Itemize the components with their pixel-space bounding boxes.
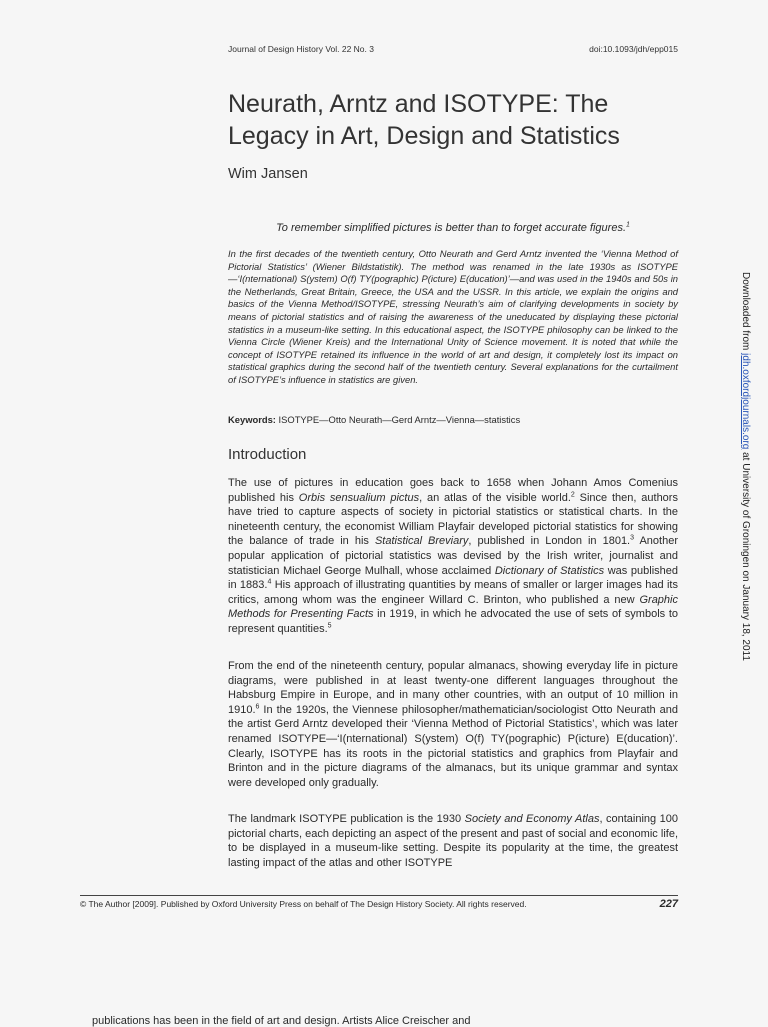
body-paragraph-3 [228,812,678,870]
footnote-ref[interactable]: 4 [267,578,272,586]
book-title: Orbis sensualium pictus [298,491,420,504]
text-run: , containing 100 pictorial charts, each depicting an aspect of the present and past of social and economic life, to be displayed in a museum-like setting. Despite its popularity at the time, the greatest lasting impact of the atlas and other ISOTYPE [228,813,678,869]
download-stamp [740,272,751,682]
book-title: Statistical Breviary [374,535,469,548]
body-paragraph-2 [228,659,678,790]
section-heading-introduction: Introduction [228,446,307,463]
download-stamp-text [740,272,751,682]
download-stamp-prefix: Downloaded from [740,272,751,354]
footnote-ref[interactable]: 1 [626,221,630,229]
text-run: In the 1920s, the Viennese philosopher/mathematician/sociologist Otto Neurath and the artist Gerd Arntz developed their ‘Vienna Method of Pictorial Statistics’, which was later renamed ISOTYPE—‘I(nternational) S(ystem) O(f) TY(pographic) P(icture) E(ducation)’. Clearly, ISOTYPE has its roots in the pictorial statistics and graphics from Playfair and Brinton and in the picture diagrams of the almanacs, but its unique grammar and syntax were developed only gradually. [228,703,678,789]
text-run: Another popular application of pictorial statistics was devised by the Irish writer, journalist and statistician Michael George Mulhall, whose acclaimed [228,535,678,577]
journal-citation: Journal of Design History Vol. 22 No. 3 [228,44,374,54]
copyright-notice: © The Author [2009]. Published by Oxford University Press on behalf of The Design History Society. All rights reserved. [80,899,527,909]
text-run: His approach of illustrating quantities by means of smaller or larger images had its critics, among whom was the engineer Willard C. Brinton, who published a new [228,579,678,606]
text-run: From the end of the nineteenth century, popular almanacs, showing everyday life in picture diagrams, were published in at least twenty-one different languages throughout the Habsburg Empire in Europe, and in many other countries, with an output of 10 million in 1910. [228,660,678,716]
text-run: Since then, authors have tried to capture aspects of society in pictorial statistics or statistical charts. In the nineteenth century, the economist William Playfair developed pictorial statistics for showing the balance of trade in his [228,491,678,548]
journal-site-link[interactable]: jdh.oxfordjournals.org [740,353,751,450]
author-name: Wim Jansen [228,166,308,182]
text-run: was published in 1883. [228,564,678,592]
keywords-list: ISOTYPE—Otto Neurath—Gerd Arntz—Vienna—statistics [278,414,521,425]
page-number: 227 [659,898,678,910]
text-run: , published in London in 1801. [468,535,631,548]
doi: doi:10.1093/jdh/epp015 [589,44,678,54]
footnote-ref[interactable]: 6 [255,703,260,711]
footnote-ref[interactable]: 3 [630,534,635,542]
body-paragraph-1 [228,476,678,637]
keywords [228,414,678,425]
article-title [228,88,678,152]
keywords-label: Keywords: [228,414,276,425]
text-run: The use of pictures in education goes back to 1658 when Johann Amos Comenius published his [228,477,678,504]
footer-divider [80,895,678,896]
title-line-2: Legacy in Art, Design and Statistics [228,122,620,150]
download-stamp-suffix: at University of Groningen on January 18, 2011 [740,449,751,661]
epigraph [228,222,678,234]
abstract: In the first decades of the twentieth century, Otto Neurath and Gerd Arntz invented the ‘Vienna Method of Pictorial Statistics’ (Wiener Bildstatistik). The method was renamed in the late 1930s as ISOTYPE—‘I(nternational) S(ystem) O(f) TY(pographic) P(icture) E(ducation)’—and was used in the 1940s and 50s in the Netherlands, Great Britain, Greece, the USA and the USSR. In this article, we explain the origins and basics of the Vienna Method/ISOTYPE, stressing Neurath’s aim of clarifying developments in society by means of pictorial statistics and of raising the awareness of the uneducated by displaying these pictorial statistics in a museum-like setting. In this educational aspect, the ISOTYPE philosophy can be linked to the Vienna Circle (Wiener Kreis) and the International Unity of Science movement. It is noted that while the concept of ISOTYPE retained its influence in the world of art and design, it completely lost its impact on statistical graphics during the second half of the twentieth century. Several explanations for the curtailment of ISOTYPE’s influence in statistics are given. [228,248,678,385]
title-line-1: Neurath, Arntz and ISOTYPE: The [228,90,609,118]
epigraph-text: To remember simplified pictures is better than to forget accurate figures. [276,222,626,234]
text-run: The landmark ISOTYPE publication is the 1930 [228,813,465,825]
text-run: in 1919, in which he advocated the use of sets of symbols to represent quantities. [228,608,678,635]
book-title: Dictionary of Statistics [494,564,605,577]
footnote-ref[interactable]: 5 [327,622,332,630]
book-title: Society and Economy Atlas [464,813,600,825]
text-run: , an atlas of the visible world. [419,491,571,504]
book-title: Graphic Methods for Presenting Facts [228,593,678,621]
footnote-ref[interactable]: 2 [570,490,575,498]
next-page-text-fragment: publications has been in the field of art and design. Artists Alice Creischer and [92,1015,471,1027]
